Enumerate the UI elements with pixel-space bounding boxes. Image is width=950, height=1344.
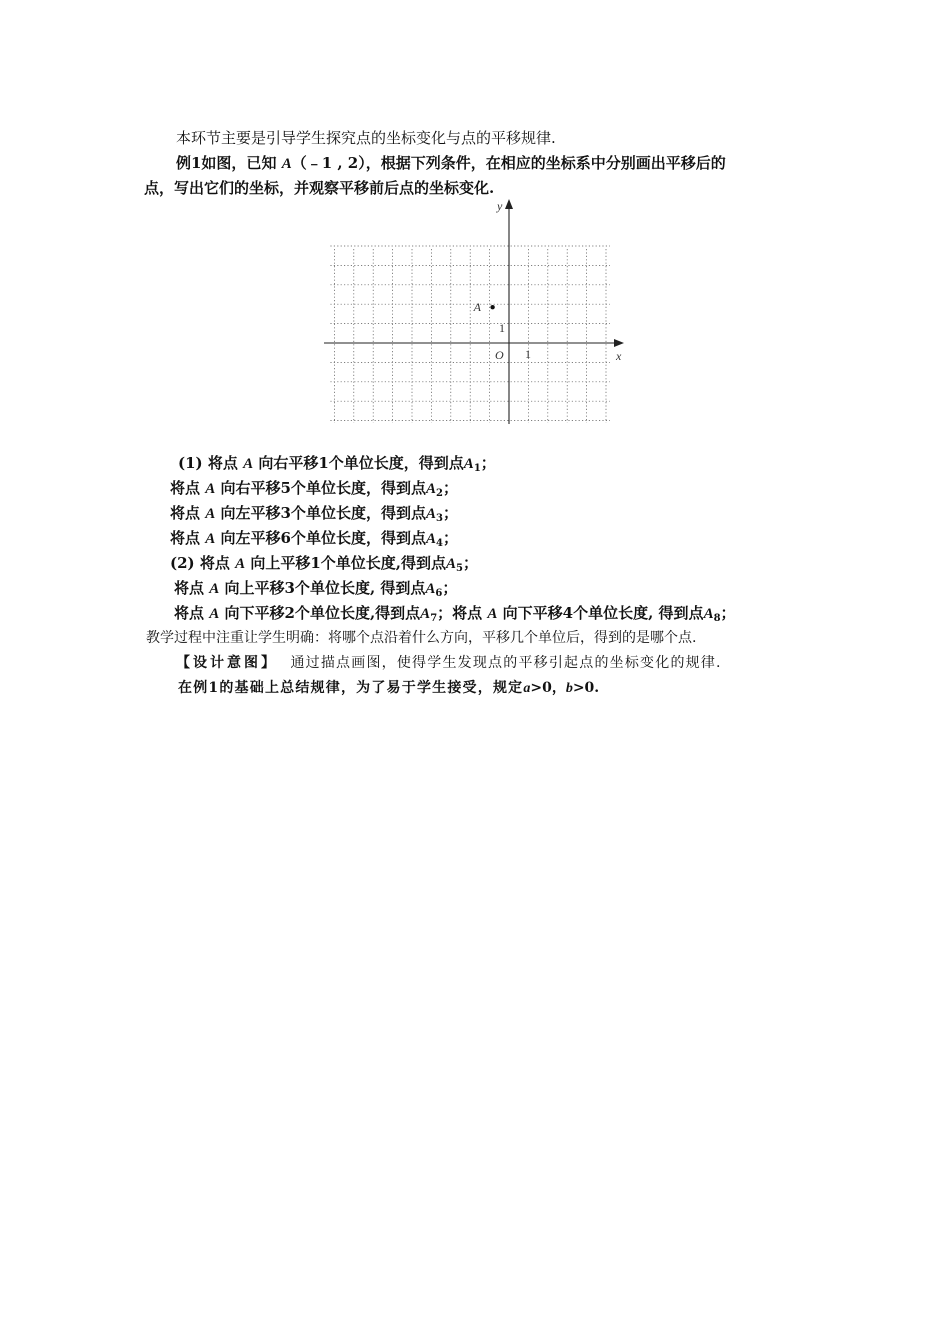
example-line-1 [176,153,726,174]
condition-3 [170,503,458,524]
cond2-result: A [425,481,436,497]
grid-lines [330,246,610,423]
cond8-end: ； [720,604,736,622]
cond4-sub: 4 [435,538,443,549]
cond3-end: ； [442,504,458,522]
cond1-pre: (1) 将点 [178,454,238,472]
cond5-sub: 5 [456,563,463,574]
cond1-mid: 向右平移1个单位长度，得到点 [258,454,464,472]
cond7-result: A [420,606,431,622]
cond2-pre: 将点 [170,479,201,497]
design-intent-text: 通过描点画图，使得学生发现点的平移引起点的坐标变化的规律. [290,655,722,671]
point-a-label: A [473,300,481,315]
origin-label: O [495,348,504,362]
point-a [490,305,494,309]
summary-b-cond: >0. [572,680,600,696]
example-point-coord: （﹣1 , 2） [291,154,366,172]
cond2-sub: 2 [435,488,443,499]
cond7-point: A [209,606,220,622]
cond4-pre: 将点 [170,529,201,547]
cond7-pre: 将点 [174,604,205,622]
x-unit-label: 1 [525,347,531,361]
condition-6 [174,578,457,599]
cond6-pre: 将点 [174,579,205,597]
example-point-name: A [281,156,292,172]
summary-b: b [565,681,573,696]
cond8-result: A [703,606,714,622]
cond5-result: A [446,556,457,572]
cond2-point: A [205,481,216,497]
example-text: ，根据下列条件，在相应的坐标系中分别画出平移后的 [365,154,726,172]
summary-line [178,678,599,699]
cond2-end: ； [442,479,458,497]
cond4-point: A [205,531,216,547]
cond7-sub: 7 [430,613,438,624]
cond1-result: A [463,456,474,472]
cond8-sub: 8 [713,613,721,624]
cond6-point: A [209,581,220,597]
cond1-sub: 1 [473,463,481,474]
cond5-pre: (2) 将点 [170,554,230,572]
cond1-end: ； [480,454,496,472]
cond3-mid: 向左平移3个单位长度，得到点 [220,504,426,522]
cond8-point: A [487,606,498,622]
example-text-2: 点，写出它们的坐标，并观察平移前后点的坐标变化. [144,179,495,197]
condition-4 [170,528,458,549]
summary-a-cond: >0， [530,680,566,696]
cond2-mid: 向右平移5个单位长度，得到点 [220,479,426,497]
teaching-note-text: 教学过程中注重让学生明确：将哪个点沿着什么方向，平移几个单位后，得到的是哪个点. [146,630,697,646]
cond8-pre: 将点 [452,604,483,622]
cond6-sub: 6 [435,588,443,599]
cond3-point: A [205,506,216,522]
cond6-end: ； [442,579,458,597]
x-axis-arrow [614,339,624,347]
teaching-note [146,628,696,648]
cond4-end: ； [442,529,458,547]
x-axis-label: x [616,349,622,363]
cond3-result: A [425,506,436,522]
y-unit-label: 1 [499,321,505,335]
intro-text: 本环节主要是引导学生探究点的坐标变化与点的平移规律. [176,129,556,147]
condition-2 [170,478,458,499]
y-axis-label: y [497,199,503,213]
design-intent-label: 【设计意图】 [176,655,278,671]
cond3-pre: 将点 [170,504,201,522]
cond4-result: A [425,531,436,547]
cond3-sub: 3 [435,513,443,524]
condition-7 [174,603,736,624]
coordinate-grid [318,194,630,426]
cond6-mid: 向上平移3个单位长度, 得到点 [224,579,426,597]
intro-paragraph [176,128,556,148]
summary-a: a [523,681,531,696]
cond6-result: A [425,581,436,597]
y-axis-arrow [505,199,513,209]
cond5-point: A [235,556,246,572]
condition-5 [170,553,478,574]
cond4-mid: 向左平移6个单位长度，得到点 [220,529,426,547]
cond8-mid: 向下平移4个单位长度, 得到点 [502,604,704,622]
design-intent [176,653,722,673]
summary-text: 在例1的基础上总结规律，为了易于学生接受，规定 [178,680,524,696]
cond1-point: A [243,456,254,472]
cond7-end: ； [437,604,453,622]
cond7-mid: 向下平移2个单位长度,得到点 [224,604,421,622]
example-label: 例1如图，已知 [176,154,277,172]
cond5-mid: 向上平移1个单位长度,得到点 [250,554,447,572]
cond5-end: ； [463,554,479,572]
condition-1 [178,453,496,474]
